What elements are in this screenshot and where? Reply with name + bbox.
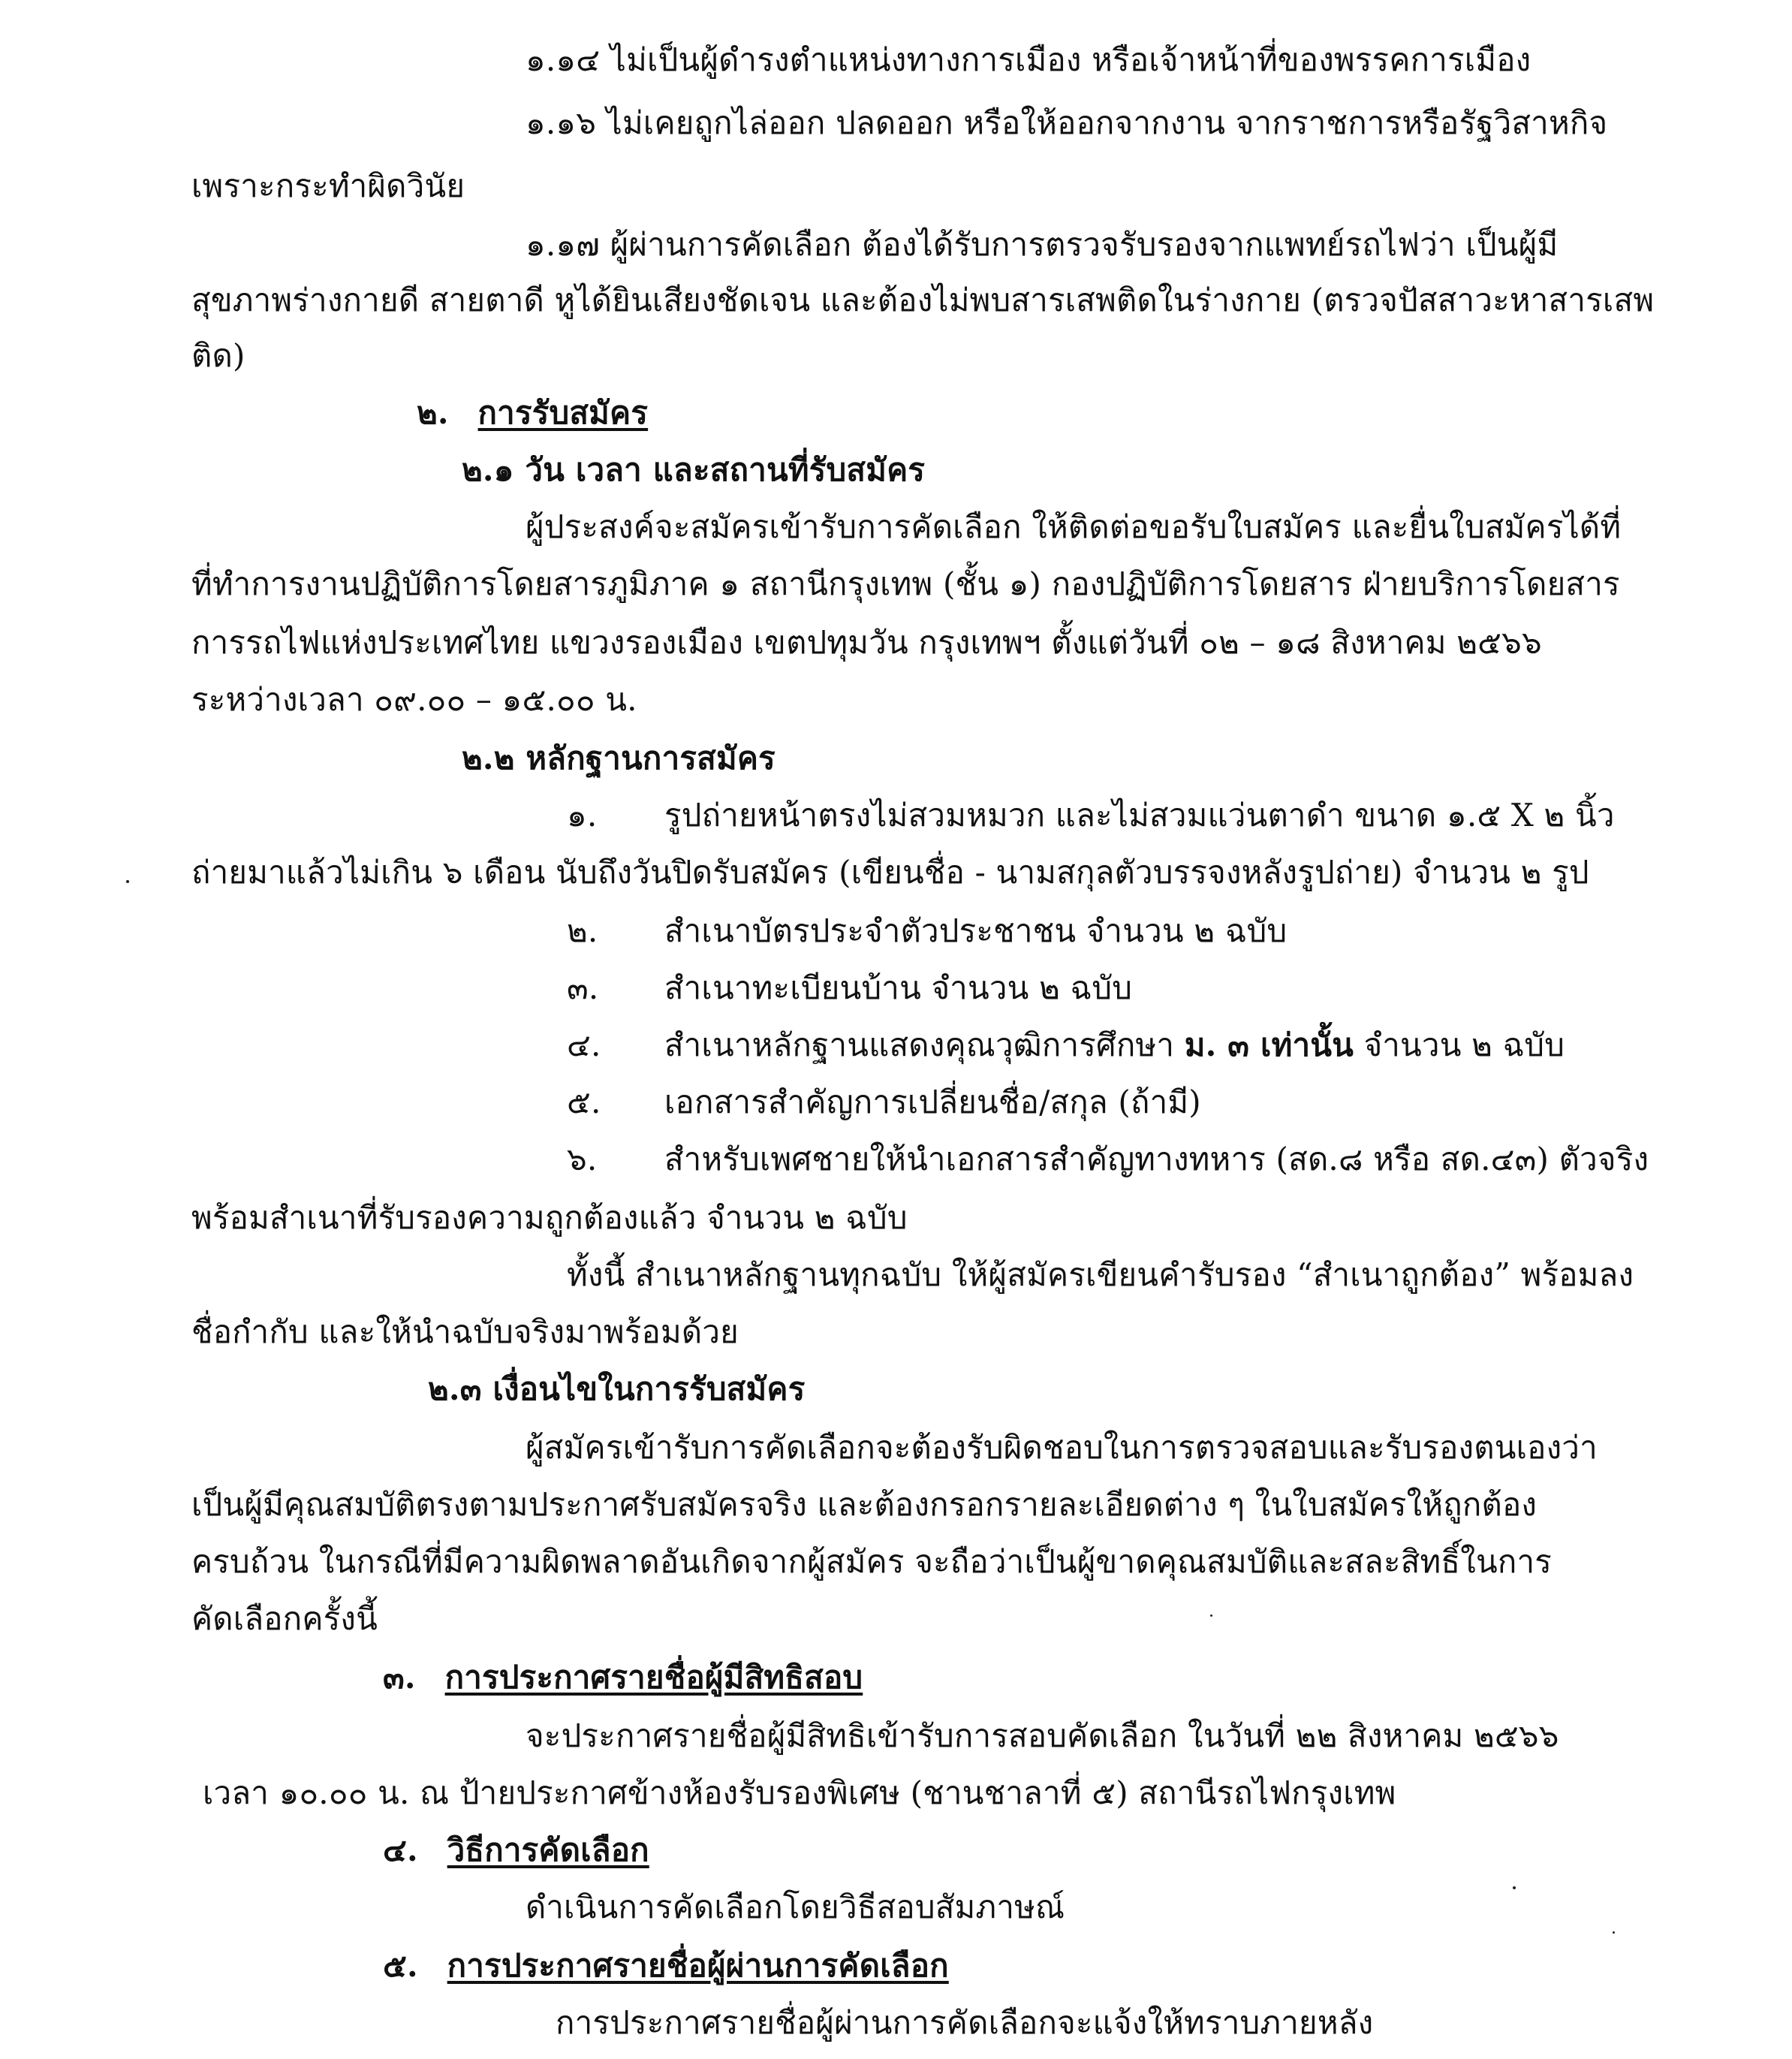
section-4-heading (383, 1828, 649, 1873)
list-item-text-end: จำนวน ๒ ฉบับ (1354, 1026, 1565, 1063)
list-item-text: สำเนาทะเบียนบ้าน จำนวน ๒ ฉบับ (664, 969, 1133, 1006)
paragraph-line: เวลา ๑๐.๐๐ น. ณ ป้ายประกาศข้างห้องรับรองพิเศษ (ชานชาลาที่ ๕) สถานีรถไฟกรุงเทพ (203, 1774, 1396, 1811)
scan-speck (1513, 1886, 1516, 1889)
subsection-2-1-heading: ๒.๑ วัน เวลา และสถานที่รับสมัคร (462, 451, 926, 488)
paragraph-line: ผู้ประสงค์จะสมัครเข้ารับการคัดเลือก ให้ติดต่อขอรับใบสมัคร และยื่นใบสมัครได้ที่ (526, 508, 1622, 545)
list-item (567, 1137, 1649, 1182)
scan-speck (126, 880, 129, 883)
paragraph-line: ติด) (191, 337, 245, 374)
paragraph-line: ชื่อกำกับ และให้นำฉบับจริงมาพร้อมด้วย (191, 1313, 739, 1350)
list-item (567, 1080, 1201, 1125)
paragraph-line: ๑.๑๗ ผู้ผ่านการคัดเลือก ต้องได้รับการตรวจรับรองจากแพทย์รถไฟว่า เป็นผู้มี (526, 226, 1559, 263)
list-item-number: ๔. (567, 1026, 601, 1063)
paragraph-line: คัดเลือกครั้งนี้ (191, 1600, 378, 1637)
list-item-number: ๑. (567, 797, 598, 834)
paragraph-line: จะประกาศรายชื่อผู้มีสิทธิเข้ารับการสอบคัดเลือก ในวันที่ ๒๒ สิงหาคม ๒๕๖๖ (526, 1717, 1559, 1754)
list-item (567, 966, 1132, 1011)
subsection-2-3-heading: ๒.๓ เงื่อนไขในการรับสมัคร (428, 1370, 806, 1407)
section-number: ๒. (417, 394, 449, 431)
paragraph-line: ๑.๑๖ ไม่เคยถูกไล่ออก ปลดออก หรือให้ออกจากงาน จากราชการหรือรัฐวิสาหกิจ (526, 104, 1608, 141)
paragraph-line: ดำเนินการคัดเลือกโดยวิธีสอบสัมภาษณ์ (526, 1889, 1065, 1925)
section-number: ๓. (383, 1659, 416, 1696)
list-item (567, 793, 1615, 838)
subsection-2-2-heading: ๒.๒ หลักฐานการสมัคร (462, 740, 776, 776)
section-number: ๔. (383, 1831, 418, 1868)
scan-speck (1210, 1614, 1212, 1617)
section-5-heading (383, 1943, 949, 1988)
section-title: วิธีการคัดเลือก (447, 1831, 649, 1868)
paragraph-line: สุขภาพร่างกายดี สายตาดี หูได้ยินเสียงชัดเจน และต้องไม่พบสารเสพติดในร่างกาย (ตรวจปัสสาวะหาสารเสพ (191, 282, 1655, 318)
paragraph-line: ทั้งนี้ สำเนาหลักฐานทุกฉบับ ให้ผู้สมัครเขียนคำรับรอง “สำเนาถูกต้อง” พร้อมลง (567, 1256, 1634, 1293)
list-item (567, 1023, 1565, 1068)
paragraph-line: ที่ทำการงานปฏิบัติการโดยสารภูมิภาค ๑ สถานีกรุงเทพ (ชั้น ๑) กองปฏิบัติการโดยสาร ฝ่ายบริการโดยสาร (191, 565, 1620, 602)
paragraph-line: ถ่ายมาแล้วไม่เกิน ๖ เดือน นับถึงวันปิดรับสมัคร (เขียนชื่อ - นามสกุลตัวบรรจงหลังรูปถ่าย) จำนวน ๒ รูป (191, 854, 1589, 891)
paragraph-line: ๑.๑๔ ไม่เป็นผู้ดำรงตำแหน่งทางการเมือง หรือเจ้าหน้าที่ของพรรคการเมือง (526, 41, 1531, 78)
section-title: การรับสมัคร (477, 394, 649, 431)
paragraph-line: พร้อมสำเนาที่รับรองความถูกต้องแล้ว จำนวน ๒ ฉบับ (191, 1199, 908, 1236)
list-item-emphasis: ม. ๓ เท่านั้น (1184, 1026, 1354, 1063)
paragraph-line: ผู้สมัครเข้ารับการคัดเลือกจะต้องรับผิดชอบในการตรวจสอบและรับรองตนเองว่า (526, 1429, 1598, 1466)
paragraph-line: ระหว่างเวลา ๐๙.๐๐ – ๑๕.๐๐ น. (191, 681, 637, 718)
section-number: ๕. (383, 1947, 418, 1984)
list-item (567, 909, 1287, 954)
section-3-heading (383, 1655, 863, 1700)
list-item-number: ๕. (567, 1084, 601, 1120)
list-item-text: สำเนาหลักฐานแสดงคุณวุฒิการศึกษา (664, 1026, 1185, 1063)
paragraph-line: เพราะกระทำผิดวินัย (191, 167, 465, 204)
list-item-text: เอกสารสำคัญการเปลี่ยนชื่อ/สกุล (ถ้ามี) (664, 1084, 1201, 1120)
list-item-number: ๓. (567, 969, 599, 1006)
section-2-heading (417, 390, 648, 436)
paragraph-line: การรถไฟแห่งประเทศไทย แขวงรองเมือง เขตปทุมวัน กรุงเทพฯ ตั้งแต่วันที่ ๐๒ – ๑๘ สิงหาคม ๒๕๖๖ (191, 624, 1542, 661)
scan-speck (1613, 1931, 1615, 1934)
list-item-text: รูปถ่ายหน้าตรงไม่สวมหมวก และไม่สวมแว่นตาดำ ขนาด ๑.๕ X ๒ นิ้ว (664, 797, 1615, 834)
list-item-text: สำเนาบัตรประจำตัวประชาชน จำนวน ๒ ฉบับ (664, 912, 1288, 949)
paragraph-line: เป็นผู้มีคุณสมบัติตรงตามประกาศรับสมัครจริง และต้องกรอกรายละเอียดต่าง ๆ ในใบสมัครให้ถูกต้อง (191, 1486, 1538, 1523)
list-item-text: สำหรับเพศชายให้นำเอกสารสำคัญทางทหาร (สด.๘ หรือ สด.๔๓) ตัวจริง (664, 1141, 1649, 1177)
section-title: การประกาศรายชื่อผู้มีสิทธิสอบ (444, 1659, 863, 1696)
paragraph-line: การประกาศรายชื่อผู้ผ่านการคัดเลือกจะแจ้งให้ทราบภายหลัง (556, 2004, 1374, 2041)
paragraph-line: ครบถ้วน ในกรณีที่มีความผิดพลาดอันเกิดจากผู้สมัคร จะถือว่าเป็นผู้ขาดคุณสมบัติและสละสิทธิ์ในการ (191, 1543, 1553, 1580)
section-title: การประกาศรายชื่อผู้ผ่านการคัดเลือก (447, 1947, 949, 1984)
list-item-number: ๖. (567, 1141, 598, 1177)
list-item-number: ๒. (567, 912, 598, 949)
